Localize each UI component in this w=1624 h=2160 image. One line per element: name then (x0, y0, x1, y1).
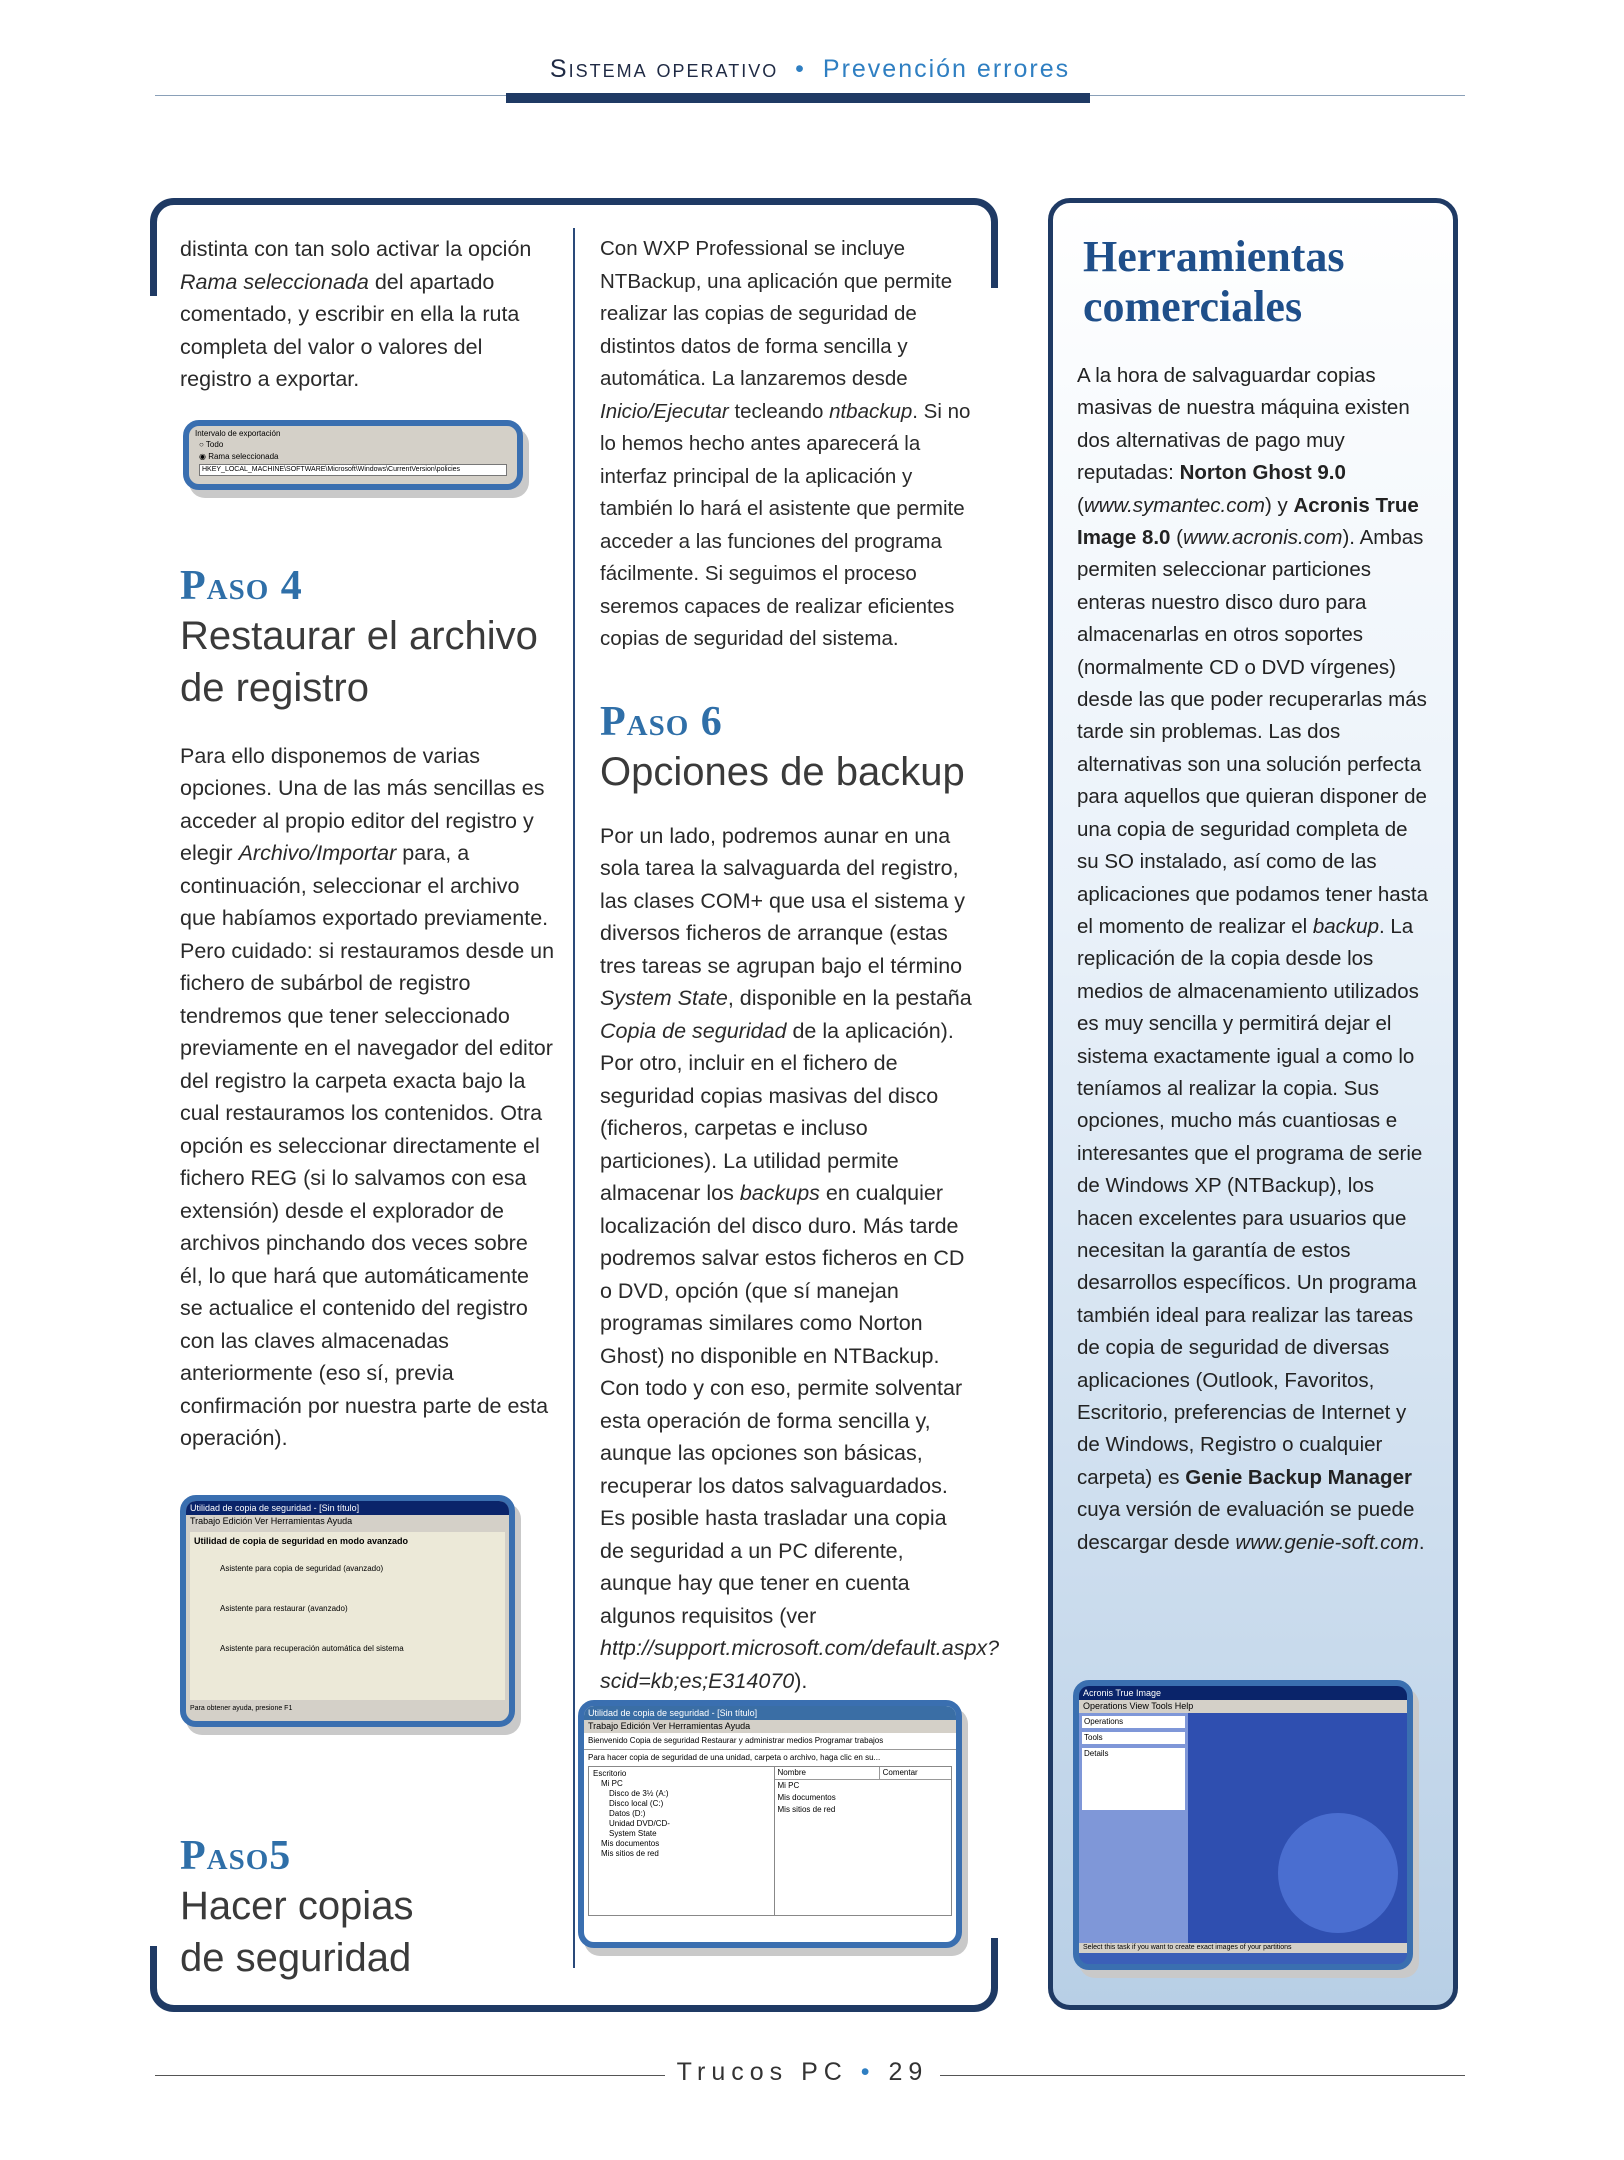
wizard-menubar: Trabajo Edición Ver Herramientas Ayuda (186, 1515, 509, 1528)
wizard-statusbar: Para obtener ayuda, presione F1 (190, 1705, 293, 1712)
acronis-panel-operations[interactable]: Operations (1082, 1716, 1185, 1728)
list-header-comment[interactable]: Comentar (879, 1767, 951, 1779)
paso6-label: Paso 6 (600, 698, 723, 745)
footer-rule-left (155, 2075, 665, 2076)
tree-pane (588, 1766, 775, 1916)
screenshot-export-range (183, 420, 523, 490)
tree-node[interactable]: Escritorio (593, 1769, 627, 1778)
export-path-field: HKEY_LOCAL_MACHINE\SOFTWARE\Microsoft\Windows\CurrentVersion\policies (199, 464, 507, 476)
header-accent-bar (506, 93, 1090, 103)
paso4-label: Paso 4 (180, 562, 303, 609)
tree-node[interactable]: Mis documentos (601, 1839, 660, 1848)
footer-rule-right (940, 2075, 1465, 2076)
section-topic: Prevención errores (822, 55, 1071, 83)
acronis-menubar: Operations View Tools Help (1079, 1700, 1407, 1713)
header-separator: • (795, 55, 806, 83)
page-number: 29 (888, 2058, 929, 2086)
paso6-title: Opciones de backup (600, 749, 965, 794)
tree-node[interactable]: Mis sitios de red (601, 1849, 659, 1858)
export-group-label: Intervalo de exportación (195, 429, 281, 438)
column-1 (180, 233, 556, 1455)
paso5-label: Paso5 (180, 1833, 292, 1879)
paso5-heading (180, 1832, 556, 1984)
list-pane (775, 1766, 953, 1916)
wizard-item-backup: Asistente para copia de seguridad (avanzado) (220, 1564, 384, 1573)
tree-titlebar: Utilidad de copia de seguridad - [Sin título] (584, 1706, 956, 1720)
export-option-branch: ◉ Rama seleccionada (199, 452, 279, 461)
page-footer (670, 2058, 935, 2094)
acronis-main-area (1188, 1713, 1407, 1943)
export-option-all: ○ Todo (199, 440, 224, 449)
sidebar-title: Herramientas comerciales (1083, 232, 1345, 331)
tree-menubar: Trabajo Edición Ver Herramientas Ayuda (584, 1720, 956, 1733)
wizard-titlebar: Utilidad de copia de seguridad - [Sin título] (186, 1501, 509, 1515)
col1-intro: distinta con tan solo activar la opción Rama seleccionada del apartado comentado, y escribir en ella la ruta completa del valor o valores del registro a exportar. (180, 237, 532, 391)
magazine-name: Trucos PC (676, 2058, 848, 2086)
list-item[interactable]: Mis sitios de red (777, 1805, 836, 1814)
acronis-statusbar: Select this task if you want to create exact images of your partitions (1079, 1943, 1407, 1953)
paso5-title-line2: de seguridad (180, 1936, 412, 1980)
tree-node[interactable]: Mi PC (601, 1779, 623, 1788)
tree-node[interactable]: Datos (D:) (609, 1809, 646, 1818)
acronis-titlebar: Acronis True Image (1079, 1686, 1407, 1700)
footer-separator: • (860, 2058, 876, 2086)
tree-node[interactable]: Disco de 3½ (A:) (609, 1789, 669, 1798)
screenshot-acronis (1073, 1680, 1413, 1970)
list-item[interactable]: Mi PC (777, 1781, 800, 1790)
column-2 (600, 233, 1000, 1697)
section-name: Sistema operativo (549, 55, 779, 83)
wizard-item-asr: Asistente para recuperación automática del sistema (220, 1644, 404, 1653)
tree-node[interactable]: Unidad DVD/CD- (609, 1819, 670, 1828)
acronis-logo-watermark (1278, 1813, 1398, 1933)
list-item[interactable]: Mis documentos (777, 1793, 836, 1802)
wizard-heading: Utilidad de copia de seguridad en modo avanzado (194, 1536, 409, 1546)
tree-node[interactable]: Disco local (C:) (609, 1799, 664, 1808)
acronis-panel-details[interactable]: Details (1082, 1748, 1185, 1810)
tree-hint: Para hacer copia de seguridad de una unidad, carpeta o archivo, haga clic en su... (588, 1753, 881, 1762)
paso4-title: Restaurar el archivo de registro (180, 613, 538, 710)
column-divider (573, 228, 575, 1968)
list-header-name[interactable]: Nombre (777, 1768, 806, 1777)
tree-node[interactable]: System State (609, 1829, 657, 1838)
acronis-panel-tools[interactable]: Tools (1082, 1732, 1185, 1744)
wizard-item-restore: Asistente para restaurar (avanzado) (220, 1604, 348, 1613)
paso5-title-line1: Hacer copias (180, 1884, 414, 1928)
paso4-body: Para ello disponemos de varias opciones. Una de las más sencillas es acceder al propio editor del registro y elegir Archivo/Importar para, a continuación, seleccionar el archivo que habíamos exportado previamente. Pero cuidado: si restauramos desde un fichero de subárbol de registro tendremos que tener seleccionado previamente en el navegador del editor del registro la carpeta exacta bajo la cual restauramos los contenidos. Otra opción es seleccionar directamente el fichero REG (si lo salvamos con esa extensión) desde el explorador de archivos pinchando dos veces sobre él, lo que hará que automáticamente se actualice el contenido del registro con las claves almacenadas anteriormente (eso sí, previa confirmación por nuestra parte de esta operación). (180, 743, 555, 1450)
sidebar-body: A la hora de salvaguardar copias masivas de nuestra máquina existen dos alternativas de pago muy reputadas: Norton Ghost 9.0 (www.symantec.com) y Acronis True Image 8.0 (www.acronis.com). Ambas permiten seleccionar particiones enteras nuestro disco duro para almacenarlas en otros soportes (normalmente CD o DVD vírgenes) desde las que poder recuperarlas más tarde sin problemas. Las dos alternativas son una solución perfecta para aquellos que quieran disponer de una copia de seguridad completa de su SO instalado, así como de las aplicaciones que podamos tener hasta el momento de realizar el backup. La replicación de la copia desde los medios de almacenamiento utilizados es muy sencilla y permitirá dejar el sistema exactamente igual a como lo teníamos al realizar la copia. Sus opciones, mucho más cuantiosas e interesantes que el programa de serie de Windows XP (NTBackup), los hacen excelentes para usuarios que necesitan la garantía de estos desarrollos específicos. Un programa también ideal para realizar las tareas de copia de seguridad de diversas aplicaciones (Outlook, Favoritos, Escritorio, preferencias de Internet y de Windows, Registro o cualquier carpeta) es Genie Backup Manager cuya versión de evaluación se puede descargar desde www.genie-soft.com. (1077, 364, 1429, 1554)
screenshot-backup-wizard (180, 1495, 515, 1727)
tree-tabs: Bienvenido Copia de seguridad Restaurar y administrar medios Programar trabajos (584, 1733, 956, 1750)
col2-intro: Con WXP Professional se incluye NTBackup, una aplicación que permite realizar las copias de seguridad de distintos datos de forma sencilla y automática. La lanzaremos desde Inicio/Ejecutar tecleando ntbackup. Si no lo hemos hecho antes aparecerá la interfaz principal de la aplicación y también lo hará el asistente que permite acceder a las funciones del programa fácilmente. Si seguimos el proceso seremos capaces de realizar eficientes copias de seguridad del sistema. (600, 237, 971, 650)
paso6-body: Por un lado, podremos aunar en una sola tarea la salvaguarda del registro, las clases COM+ que usa el sistema y diversos ficheros de arranque (estas tres tareas se agrupan bajo el término System State, disponible en la pestaña Copia de seguridad de la aplicación). Por otro, incluir en el fichero de seguridad copias masivas del disco (ficheros, carpetas e incluso particiones). La utilidad permite almacenar los backups en cualquier localización del disco duro. Más tarde podremos salvar estos ficheros en CD o DVD, opción (que sí manejan programas similares como Norton Ghost) no disponible en NTBackup. Con todo y con eso, permite solventar esta operación de forma sencilla y, aunque las opciones son básicas, recuperar los datos salvaguardados. Es posible hasta trasladar una copia de seguridad a un PC diferente, aunque hay que tener en cuenta algunos requisitos (ver http://support.microsoft.com/default.aspx?scid=kb;es;E314070). (600, 823, 1000, 1693)
running-header (155, 55, 1465, 89)
screenshot-backup-tree (578, 1700, 962, 1948)
